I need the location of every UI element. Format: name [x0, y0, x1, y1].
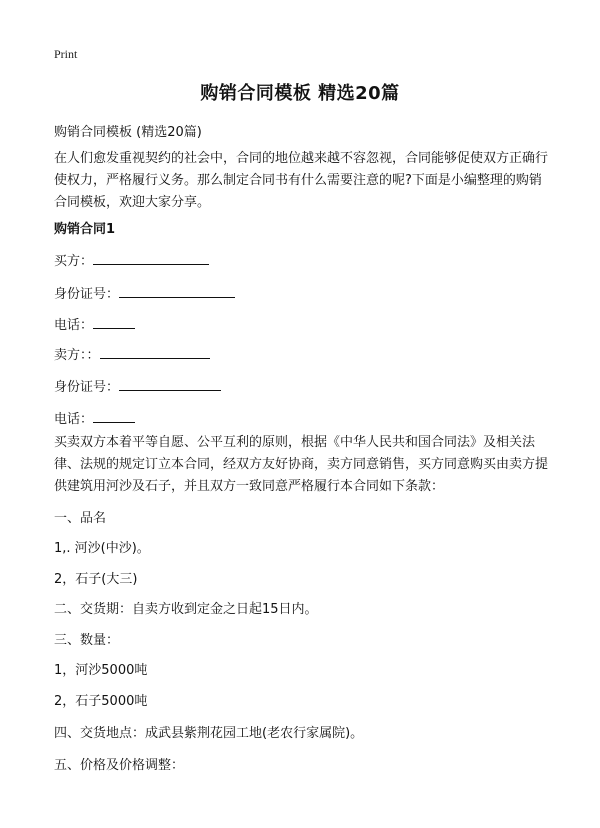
buyer-label: 买方：	[54, 254, 94, 269]
seller-phone-field	[54, 408, 135, 427]
buyer-phone-blank	[93, 316, 135, 329]
clause-delivery-place: 四、交货地点：成武县紫荆花园工地(老农行家属院)。	[54, 726, 364, 741]
clause-product-name: 一、品名	[54, 511, 107, 526]
document-subtitle: 购销合同模板 (精选20篇)	[54, 125, 202, 140]
clause-product-2: 2，石子(大三)	[54, 572, 138, 587]
seller-field	[54, 344, 210, 363]
section-heading: 购销合同1	[54, 222, 116, 237]
print-label[interactable]: Print	[54, 47, 78, 61]
document-title: 购销合同模板 精选20篇	[200, 83, 400, 104]
buyer-blank	[93, 252, 209, 265]
seller-blank	[100, 346, 210, 359]
seller-id-blank	[119, 378, 221, 391]
buyer-id-blank	[119, 285, 235, 298]
clause-product-1: 1,. 河沙(中沙)。	[54, 541, 150, 556]
clause-delivery-period: 二、交货期：自卖方收到定金之日起15日内。	[54, 602, 318, 617]
seller-phone-blank	[93, 410, 135, 423]
seller-id-label: 身份证号：	[54, 380, 120, 395]
buyer-id-field	[54, 283, 235, 302]
clause-quantity: 三、数量：	[54, 633, 120, 648]
intro-paragraph: 在人们愈发重视契约的社会中，合同的地位越来越不容忽视，合同能够促使双方正确行使权力，严格履行义务。那么制定合同书有什么需要注意的呢?下面是小编整理的购销合同模板，欢迎大家分享。	[54, 151, 549, 210]
buyer-field	[54, 250, 209, 269]
seller-id-field	[54, 376, 221, 395]
buyer-phone-label: 电话：	[54, 318, 94, 333]
buyer-phone-field	[54, 314, 135, 333]
clause-price-adjust: 五、价格及价格调整：	[54, 758, 185, 773]
agreement-paragraph: 买卖双方本着平等自愿、公平互利的原则，根据《中华人民共和国合同法》及相关法律、法规的规定订立本合同，经双方友好协商，卖方同意销售，买方同意购买由卖方提供建筑用河沙及石子，并且双方一致同意严格履行本合同如下条款：	[54, 435, 549, 494]
buyer-id-label: 身份证号：	[54, 287, 120, 302]
seller-label: 卖方：：	[54, 348, 100, 363]
seller-phone-label: 电话：	[54, 412, 94, 427]
clause-quantity-2: 2，石子5000吨	[54, 694, 148, 709]
clause-quantity-1: 1，河沙5000吨	[54, 663, 148, 678]
